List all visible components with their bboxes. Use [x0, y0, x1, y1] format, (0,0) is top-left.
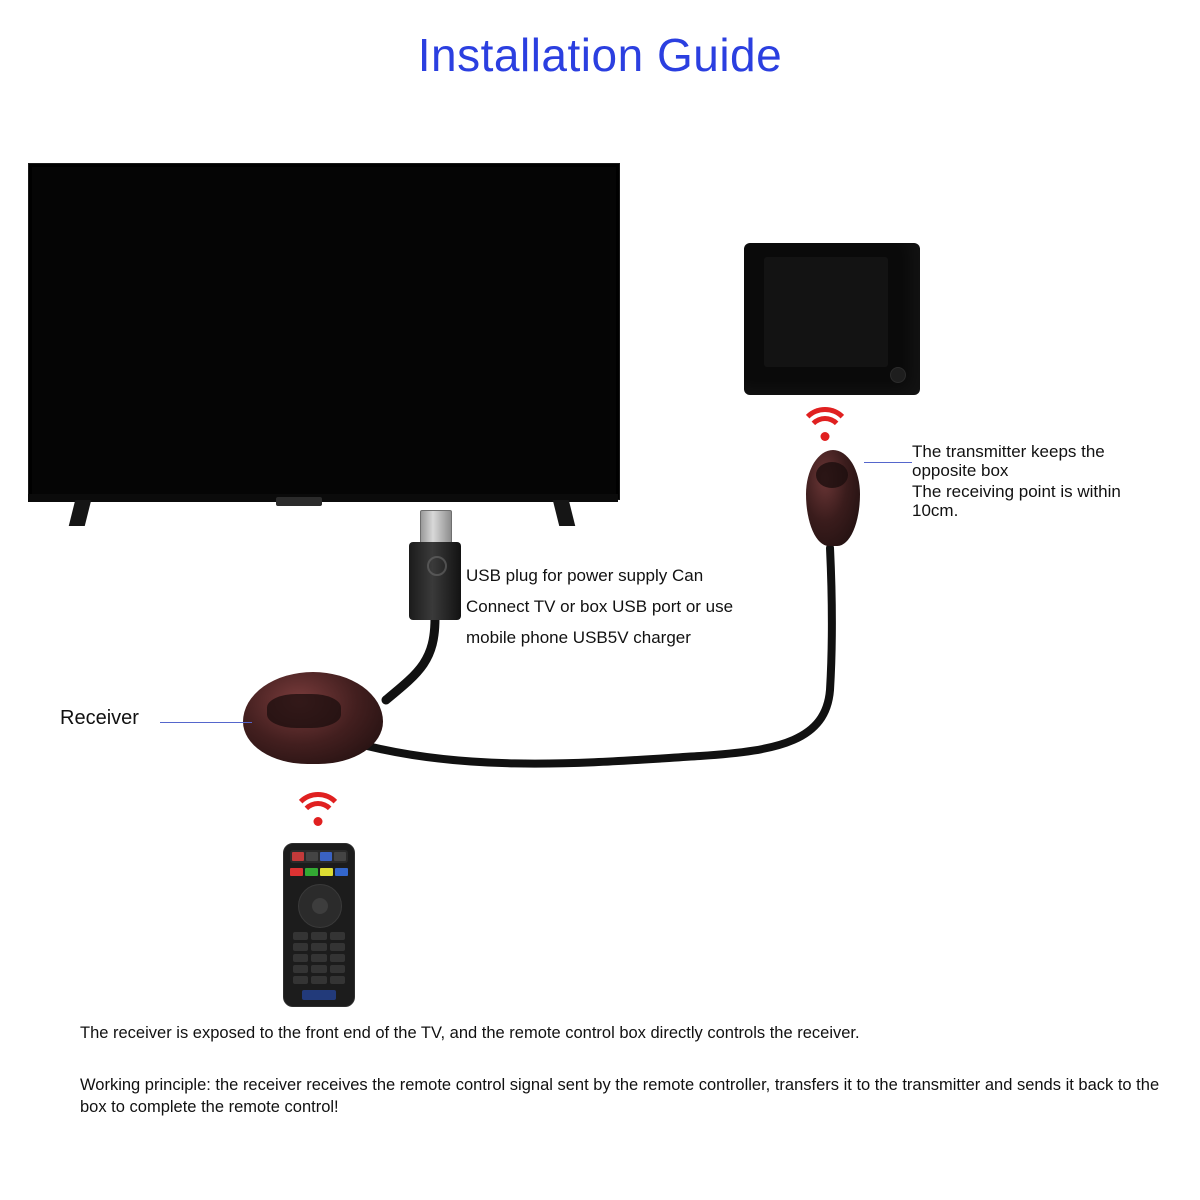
- label-receiver: Receiver: [60, 707, 139, 729]
- tv-screen: [28, 163, 620, 500]
- usb-connector-icon: [420, 510, 452, 546]
- ir-lens: [816, 462, 848, 488]
- remote-brand-logo: [302, 990, 336, 1000]
- footnote-1: The receiver is exposed to the front end of the TV, and the remote control box directly controls the receiver.: [80, 1024, 860, 1042]
- ir-receiver: [243, 672, 383, 764]
- page-title: Installation Guide: [417, 29, 783, 81]
- power-led-icon: [890, 367, 906, 383]
- label-transmitter-note-2: The receiving point is within 10cm.: [912, 482, 1121, 520]
- ir-lens: [267, 694, 341, 728]
- tv-leg-left: [69, 500, 91, 526]
- label-transmitter-note-1: The transmitter keeps the opposite box: [912, 442, 1105, 480]
- remote-control: [283, 843, 355, 1007]
- ir-transmitter: [806, 450, 860, 546]
- footnotes: [80, 1022, 1170, 1118]
- tv-center-foot: [276, 497, 322, 506]
- remote-keypad: [293, 932, 345, 984]
- usb-power-plug: [409, 510, 461, 620]
- label-usb-note: USB plug for power supply Can Connect TV or box USB port or use mobile phone USB5V charger: [466, 566, 734, 647]
- tv-bottom-bezel: [28, 494, 618, 502]
- remote-navigation-pad: [298, 884, 342, 928]
- wifi-signal-icon: [291, 792, 345, 832]
- wifi-signal-icon: [798, 407, 852, 447]
- remote-top-buttons: [290, 850, 348, 863]
- leader-line-transmitter: [864, 462, 912, 463]
- tv-leg-right: [553, 500, 575, 526]
- set-top-box-face: [764, 257, 888, 367]
- usb-plug-body: [409, 542, 461, 620]
- footnote-2: Working principle: the receiver receives the remote control signal sent by the remote controller, transfers it to the transmitter and sends it back to the box to complete the remote control!: [80, 1076, 1160, 1116]
- leader-line-receiver: [160, 722, 252, 723]
- set-top-box: [744, 243, 920, 395]
- tv-panel: [32, 167, 616, 496]
- remote-color-buttons: [290, 868, 348, 876]
